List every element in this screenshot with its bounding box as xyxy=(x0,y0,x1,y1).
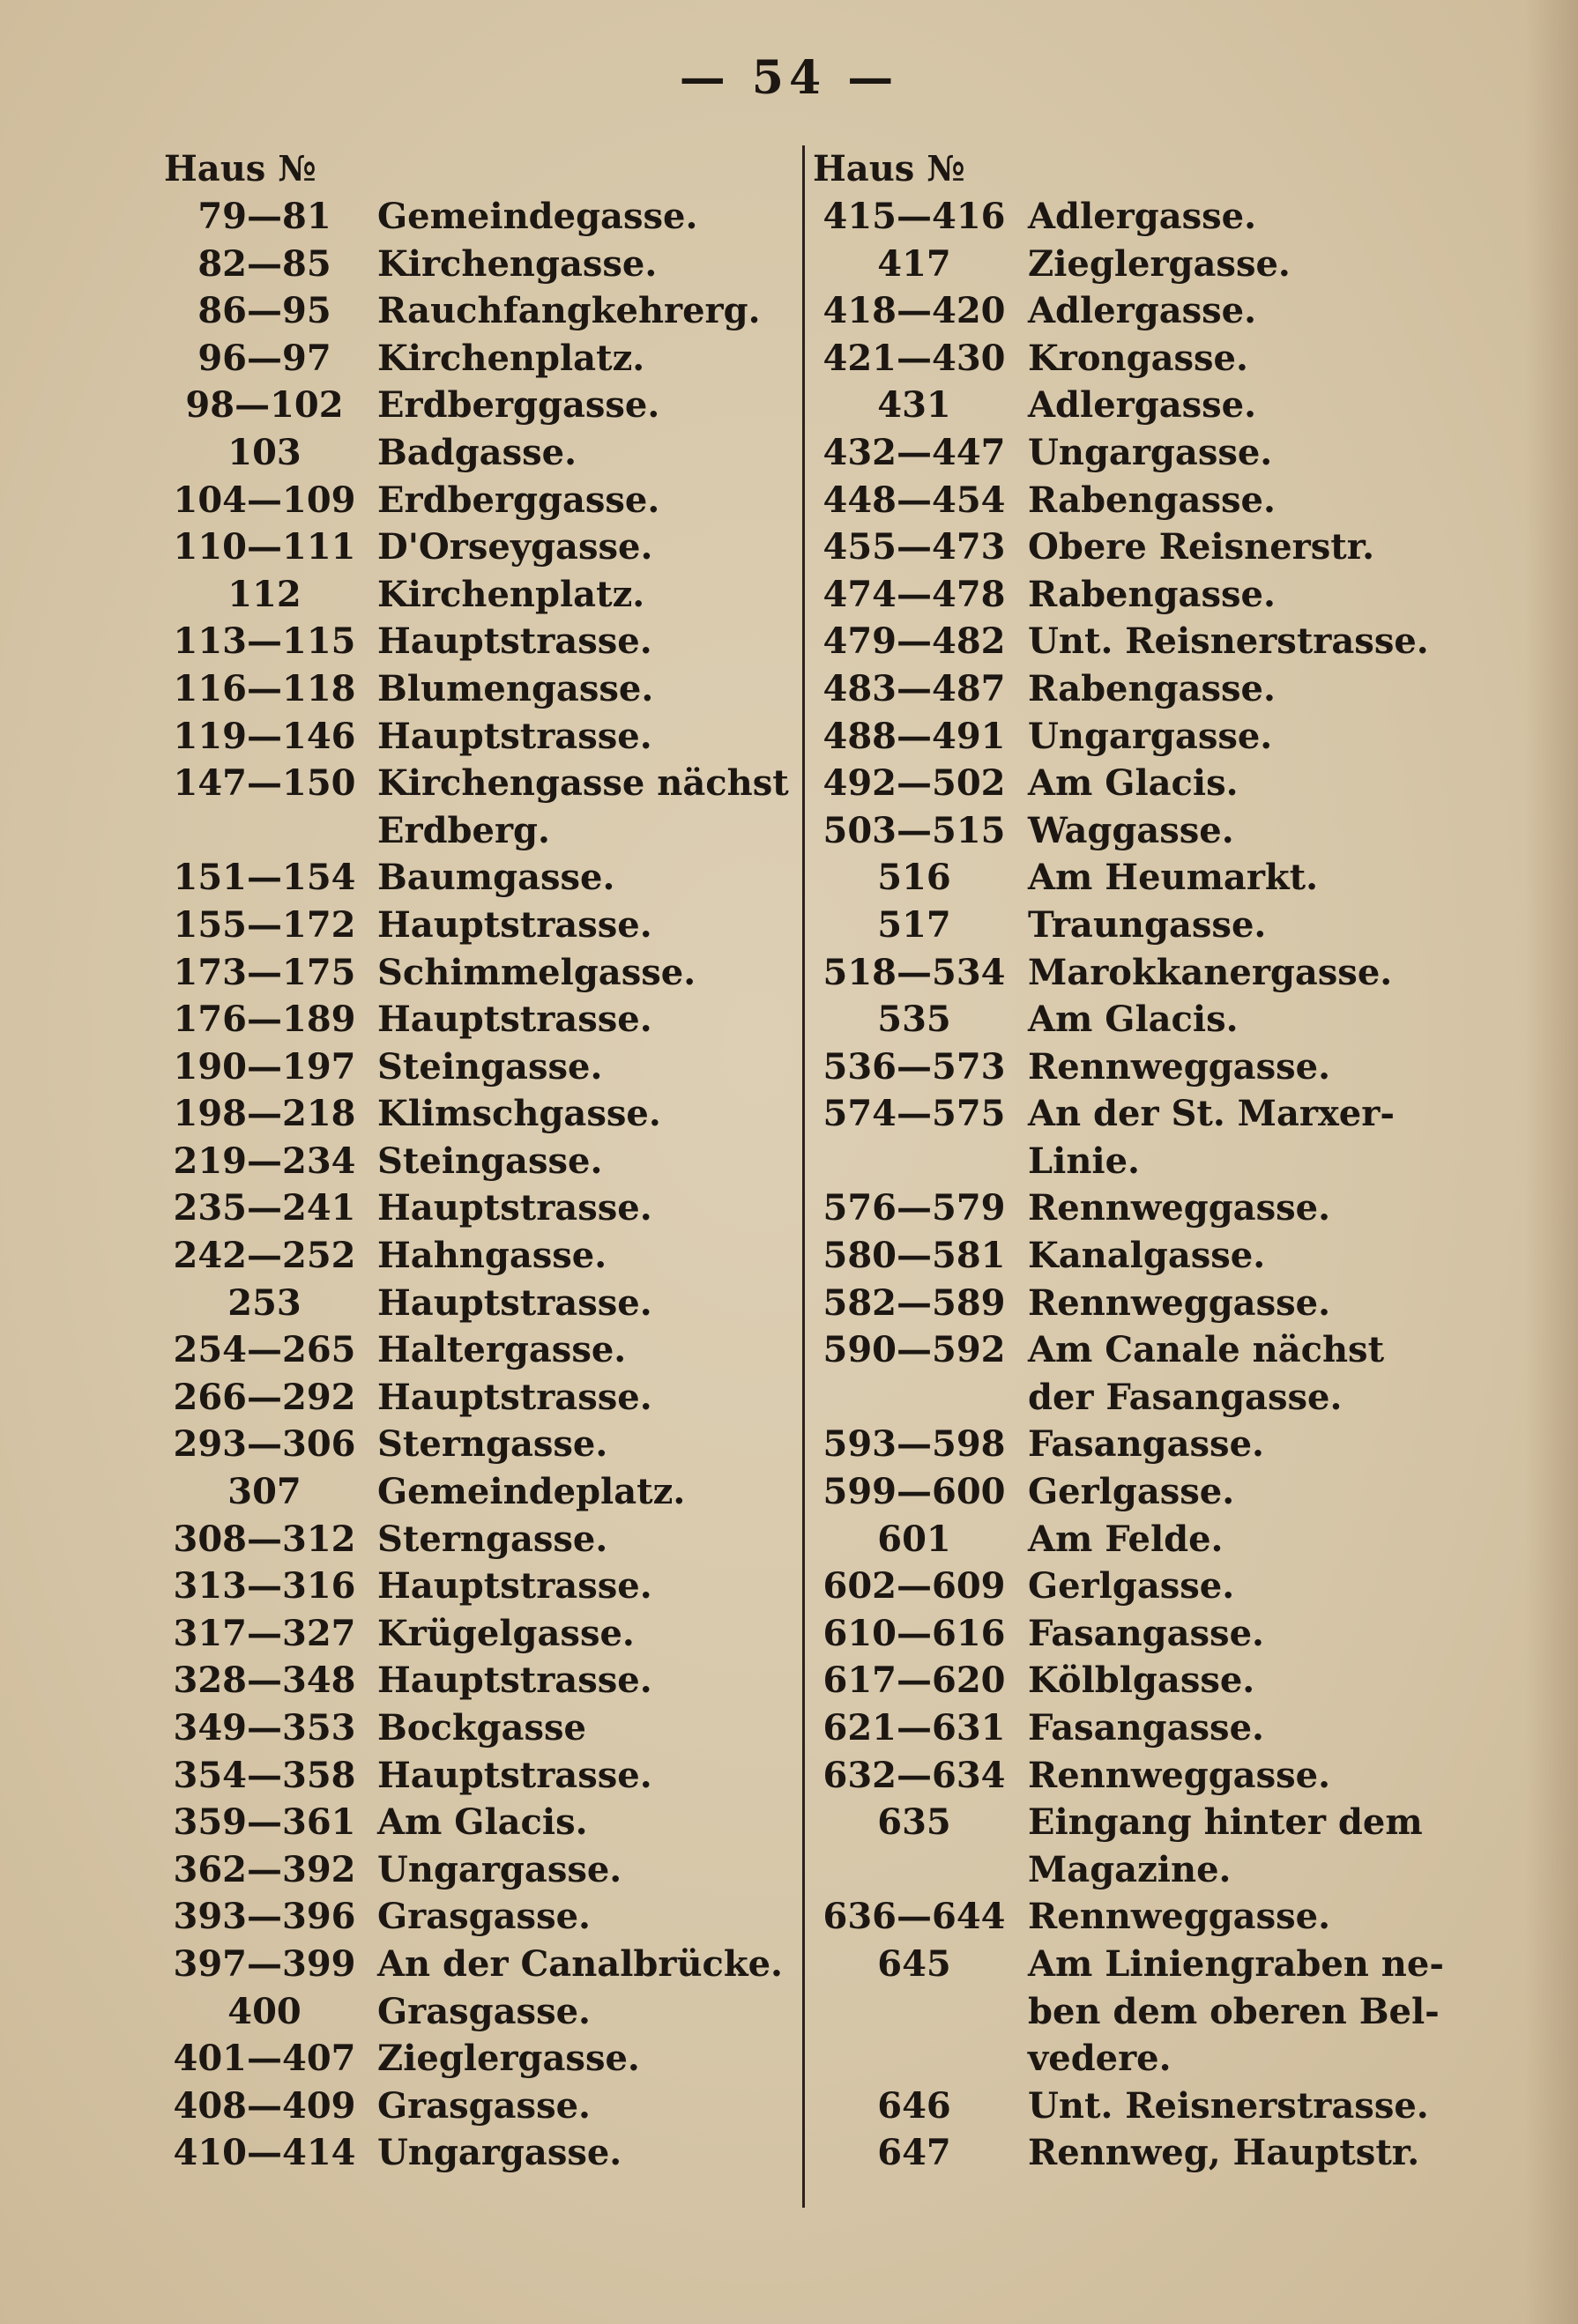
street-name: Sterngasse. xyxy=(377,1518,608,1560)
table-row xyxy=(164,382,799,429)
table-row xyxy=(164,2083,799,2130)
house-number: 219—234 xyxy=(173,1140,356,1182)
table-row xyxy=(164,571,799,619)
house-number: 479—482 xyxy=(822,620,1006,663)
table-row xyxy=(813,996,1492,1043)
right-column xyxy=(813,145,1492,2177)
street-name: Am Felde. xyxy=(1028,1518,1224,1560)
house-number: 582—589 xyxy=(822,1281,1006,1324)
table-row xyxy=(813,1846,1492,1894)
table-row xyxy=(813,1563,1492,1610)
street-name: Adlergasse. xyxy=(1028,196,1257,237)
street-name: vedere. xyxy=(1028,2038,1172,2080)
table-row xyxy=(813,241,1492,288)
house-number: 448—454 xyxy=(822,479,1006,521)
table-row xyxy=(164,523,799,571)
table-row xyxy=(164,1752,799,1800)
table-row xyxy=(813,571,1492,619)
street-name: Am Liniengraben ne- xyxy=(1028,1942,1444,1985)
street-name: Unt. Reisnerstrasse. xyxy=(1028,2084,1429,2127)
street-name: Kirchengasse. xyxy=(377,242,658,285)
street-name: Haltergasse. xyxy=(377,1329,627,1371)
house-number: 317—327 xyxy=(173,1612,356,1654)
table-row xyxy=(164,1846,799,1894)
street-name: Steingasse. xyxy=(377,1140,603,1182)
house-number: 601 xyxy=(877,1518,951,1560)
table-row xyxy=(813,1610,1492,1658)
street-name: Rabengasse. xyxy=(1028,573,1276,615)
house-number: 173—175 xyxy=(173,951,356,993)
table-row xyxy=(164,1468,799,1516)
street-name: Hauptstrasse. xyxy=(377,999,652,1041)
table-row xyxy=(164,1374,799,1422)
house-number: 593—598 xyxy=(822,1423,1006,1466)
table-row xyxy=(164,1657,799,1704)
street-name: Hauptstrasse. xyxy=(377,1187,652,1229)
house-number: 313—316 xyxy=(173,1565,356,1607)
house-number: 516 xyxy=(877,857,951,899)
house-number: 599—600 xyxy=(822,1471,1006,1513)
street-name: Magazine. xyxy=(1028,1848,1232,1890)
street-name: Krügelgasse. xyxy=(377,1612,635,1654)
street-name: Rennweggasse. xyxy=(1028,1187,1331,1229)
house-number: 176—189 xyxy=(173,999,356,1041)
house-number: 362—392 xyxy=(173,1848,356,1890)
right-column-header: Haus № xyxy=(813,148,965,189)
table-row xyxy=(813,713,1492,761)
table-row xyxy=(164,807,799,855)
house-number: 431 xyxy=(877,384,951,427)
street-name: Schimmelgasse. xyxy=(377,951,696,993)
street-name: Hauptstrasse. xyxy=(377,1565,652,1607)
table-row xyxy=(164,1610,799,1658)
street-name: Badgasse. xyxy=(377,431,577,473)
street-name: Krongasse. xyxy=(1028,337,1248,379)
house-number: 293—306 xyxy=(173,1423,356,1466)
table-row xyxy=(813,193,1492,241)
table-row xyxy=(813,1043,1492,1091)
table-row xyxy=(813,1090,1492,1138)
table-row xyxy=(164,1893,799,1941)
house-number: 307 xyxy=(227,1471,301,1513)
street-name: Rennweggasse. xyxy=(1028,1281,1331,1324)
table-row xyxy=(813,1138,1492,1185)
street-name: Hahngasse. xyxy=(377,1235,607,1277)
table-row xyxy=(813,382,1492,429)
house-number xyxy=(164,807,365,855)
house-number: 349—353 xyxy=(173,1707,356,1749)
street-name: Gerlgasse. xyxy=(1028,1471,1235,1513)
table-row xyxy=(813,1516,1492,1563)
house-number: 308—312 xyxy=(173,1518,356,1560)
house-number: 410—414 xyxy=(173,2132,356,2174)
page-edge-shadow xyxy=(1525,0,1578,2324)
house-number: 147—150 xyxy=(173,762,356,805)
street-name: Rauchfangkehrerg. xyxy=(377,290,761,332)
house-number: 610—616 xyxy=(822,1612,1006,1654)
house-number: 393—396 xyxy=(173,1896,356,1938)
table-row xyxy=(164,1043,799,1091)
table-row xyxy=(164,854,799,902)
house-number: 400 xyxy=(227,1990,301,2032)
table-row xyxy=(813,807,1492,855)
house-number: 116—118 xyxy=(173,667,356,709)
house-number: 617—620 xyxy=(822,1659,1006,1702)
table-row xyxy=(164,1090,799,1138)
house-number: 483—487 xyxy=(822,667,1006,709)
house-number: 119—146 xyxy=(173,715,356,757)
street-name: Waggasse. xyxy=(1028,809,1234,851)
table-row xyxy=(164,241,799,288)
street-name: Hauptstrasse. xyxy=(377,1376,652,1418)
table-row xyxy=(813,287,1492,335)
house-number: 536—573 xyxy=(822,1045,1006,1088)
house-number: 86—95 xyxy=(197,290,331,332)
street-name: Traungasse. xyxy=(1028,903,1267,946)
street-name: Zieglergasse. xyxy=(1028,242,1291,285)
street-name: Kirchenplatz. xyxy=(377,337,645,379)
house-number: 103 xyxy=(227,431,301,473)
street-name: Zieglergasse. xyxy=(377,2038,640,2080)
street-name: Am Glacis. xyxy=(377,1801,588,1844)
street-name: Am Canale nächst xyxy=(1028,1329,1385,1371)
house-number: 408—409 xyxy=(173,2084,356,2127)
street-name: Hauptstrasse. xyxy=(377,715,652,757)
street-name: Hauptstrasse. xyxy=(377,903,652,946)
table-row xyxy=(164,1704,799,1752)
street-name: Fasangasse. xyxy=(1028,1612,1264,1654)
table-row xyxy=(164,1184,799,1232)
table-row xyxy=(813,2083,1492,2130)
table-row xyxy=(813,1893,1492,1941)
table-row xyxy=(813,1421,1492,1468)
street-name: D'Orseygasse. xyxy=(377,526,653,568)
table-row xyxy=(813,1704,1492,1752)
house-number: 636—644 xyxy=(822,1896,1006,1938)
table-row xyxy=(813,665,1492,713)
street-name: Rabengasse. xyxy=(1028,479,1276,521)
table-row xyxy=(164,996,799,1043)
street-name: ben dem oberen Bel- xyxy=(1028,1990,1440,2032)
left-column xyxy=(164,145,799,2177)
table-row xyxy=(164,1563,799,1610)
table-row xyxy=(813,1280,1492,1327)
house-number: 432—447 xyxy=(822,431,1006,473)
table-row xyxy=(164,902,799,949)
street-name: Grasgasse. xyxy=(377,1896,591,1938)
house-number: 82—85 xyxy=(197,242,331,285)
house-number: 242—252 xyxy=(173,1235,356,1277)
table-row xyxy=(164,1799,799,1846)
house-number: 96—97 xyxy=(197,337,331,379)
street-name: Rennweggasse. xyxy=(1028,1754,1331,1796)
street-name: Rennweg, Hauptstr. xyxy=(1028,2132,1420,2174)
house-number: 574—575 xyxy=(822,1093,1006,1135)
table-row xyxy=(813,523,1492,571)
house-number: 580—581 xyxy=(822,1235,1006,1277)
house-number: 632—634 xyxy=(822,1754,1006,1796)
table-row xyxy=(813,1941,1492,1988)
street-name: Bockgasse xyxy=(377,1707,586,1749)
street-name: Hauptstrasse. xyxy=(377,620,652,663)
house-number: 328—348 xyxy=(173,1659,356,1702)
table-row xyxy=(813,1374,1492,1422)
street-name: Gemeindegasse. xyxy=(377,196,698,237)
street-name: Gemeindeplatz. xyxy=(377,1471,686,1513)
table-row xyxy=(813,335,1492,382)
house-number: 235—241 xyxy=(173,1187,356,1229)
table-row xyxy=(813,618,1492,665)
house-number: 576—579 xyxy=(822,1187,1006,1229)
table-row xyxy=(813,854,1492,902)
house-number: 397—399 xyxy=(173,1942,356,1985)
street-name: Klimschgasse. xyxy=(377,1093,661,1135)
street-name: Rabengasse. xyxy=(1028,667,1276,709)
house-number: 418—420 xyxy=(822,290,1006,332)
table-row xyxy=(164,193,799,241)
table-row xyxy=(813,2129,1492,2177)
house-number: 455—473 xyxy=(822,526,1006,568)
table-row xyxy=(813,1752,1492,1800)
house-number: 421—430 xyxy=(822,337,1006,379)
house-number: 474—478 xyxy=(822,573,1006,615)
street-name: Steingasse. xyxy=(377,1045,603,1088)
table-row xyxy=(164,429,799,477)
street-name: Kirchenplatz. xyxy=(377,573,645,615)
house-number: 79—81 xyxy=(197,196,331,237)
table-row xyxy=(164,1516,799,1563)
street-name: Fasangasse. xyxy=(1028,1707,1264,1749)
street-name: Sterngasse. xyxy=(377,1423,608,1466)
house-number: 113—115 xyxy=(173,620,356,663)
table-row xyxy=(813,1468,1492,1516)
house-number: 535 xyxy=(877,999,951,1041)
street-name: Grasgasse. xyxy=(377,2084,591,2127)
table-row xyxy=(164,1941,799,1988)
house-number: 266—292 xyxy=(173,1376,356,1418)
house-number: 645 xyxy=(877,1942,951,1985)
street-name: Am Glacis. xyxy=(1028,999,1239,1041)
street-name: Grasgasse. xyxy=(377,1990,591,2032)
street-name: Eingang hinter dem xyxy=(1028,1801,1423,1844)
table-row xyxy=(164,1326,799,1374)
table-row xyxy=(164,477,799,524)
table-row xyxy=(813,1799,1492,1846)
house-number: 415—416 xyxy=(822,196,1006,237)
house-number: 417 xyxy=(877,242,951,285)
street-name: Erdberggasse. xyxy=(377,479,660,521)
street-name: Adlergasse. xyxy=(1028,290,1257,332)
street-name: Gerlgasse. xyxy=(1028,1565,1235,1607)
house-number: 190—197 xyxy=(173,1045,356,1088)
street-name: Adlergasse. xyxy=(1028,384,1257,427)
house-number xyxy=(813,1374,1016,1422)
house-number: 635 xyxy=(877,1801,951,1844)
house-number: 488—491 xyxy=(822,715,1006,757)
house-number: 98—102 xyxy=(185,384,344,427)
house-number: 198—218 xyxy=(173,1093,356,1135)
house-number: 254—265 xyxy=(173,1329,356,1371)
house-number: 590—592 xyxy=(822,1329,1006,1371)
street-name: Unt. Reisnerstrasse. xyxy=(1028,620,1429,663)
table-row xyxy=(813,2035,1492,2083)
table-row xyxy=(164,2129,799,2177)
street-name: Ungargasse. xyxy=(1028,431,1273,473)
street-name: Baumgasse. xyxy=(377,857,615,899)
street-name: Rennweggasse. xyxy=(1028,1896,1331,1938)
house-number: 359—361 xyxy=(173,1801,356,1844)
column-divider xyxy=(802,145,805,2208)
house-number: 112 xyxy=(227,573,301,615)
house-number: 503—515 xyxy=(822,809,1006,851)
street-name: Linie. xyxy=(1028,1140,1140,1182)
street-name: Marokkanergasse. xyxy=(1028,951,1393,993)
street-name: der Fasangasse. xyxy=(1028,1376,1343,1418)
table-row xyxy=(164,1988,799,2036)
house-number: 151—154 xyxy=(173,857,356,899)
street-name: Ungargasse. xyxy=(1028,715,1273,757)
house-number: 602—609 xyxy=(822,1565,1006,1607)
table-row xyxy=(813,1184,1492,1232)
house-number xyxy=(813,1846,1016,1894)
table-row xyxy=(164,618,799,665)
table-row xyxy=(813,477,1492,524)
house-number: 517 xyxy=(877,903,951,946)
street-name: An der St. Marxer- xyxy=(1028,1093,1395,1135)
street-name: Am Glacis. xyxy=(1028,762,1239,805)
table-row xyxy=(164,949,799,997)
left-column-header: Haus № xyxy=(164,148,316,189)
house-number: 354—358 xyxy=(173,1754,356,1796)
table-row xyxy=(164,2035,799,2083)
street-name: Erdberg. xyxy=(377,809,550,851)
house-number: 401—407 xyxy=(173,2038,356,2080)
house-number: 155—172 xyxy=(173,903,356,946)
house-number: 104—109 xyxy=(173,479,356,521)
street-name: Ungargasse. xyxy=(377,1848,622,1890)
street-name: Hauptstrasse. xyxy=(377,1659,652,1702)
street-name: Erdberggasse. xyxy=(377,384,660,427)
street-name: Kölblgasse. xyxy=(1028,1659,1255,1702)
street-name: Hauptstrasse. xyxy=(377,1281,652,1324)
table-row xyxy=(813,760,1492,807)
page-number: — 54 — xyxy=(679,51,899,105)
street-name: Kanalgasse. xyxy=(1028,1235,1266,1277)
house-number xyxy=(813,2035,1016,2083)
street-name: Kirchengasse nächst xyxy=(377,762,789,805)
house-number: 492—502 xyxy=(822,762,1006,805)
street-name: Am Heumarkt. xyxy=(1028,857,1319,899)
table-row xyxy=(813,1988,1492,2036)
house-number: 647 xyxy=(877,2132,951,2174)
street-name: An der Canalbrücke. xyxy=(377,1942,783,1985)
house-number: 253 xyxy=(227,1281,301,1324)
street-name: Fasangasse. xyxy=(1028,1423,1264,1466)
house-number xyxy=(813,1988,1016,2036)
table-row xyxy=(164,335,799,382)
street-name: Rennweggasse. xyxy=(1028,1045,1331,1088)
house-number: 646 xyxy=(877,2084,951,2127)
table-row xyxy=(164,1280,799,1327)
table-row xyxy=(813,429,1492,477)
street-name: Obere Reisnerstr. xyxy=(1028,526,1375,568)
street-name: Blumengasse. xyxy=(377,667,654,709)
house-number: 110—111 xyxy=(173,526,356,568)
street-name: Ungargasse. xyxy=(377,2132,622,2174)
house-number: 621—631 xyxy=(822,1707,1006,1749)
left-column-rows xyxy=(164,193,799,2177)
table-row xyxy=(813,1657,1492,1704)
table-row xyxy=(813,1232,1492,1280)
table-row xyxy=(164,760,799,807)
street-name: Hauptstrasse. xyxy=(377,1754,652,1796)
table-row xyxy=(813,902,1492,949)
table-row xyxy=(164,713,799,761)
house-number xyxy=(813,1138,1016,1185)
table-row xyxy=(164,665,799,713)
house-number: 518—534 xyxy=(822,951,1006,993)
table-row xyxy=(813,1326,1492,1374)
right-column-rows xyxy=(813,193,1492,2177)
table-row xyxy=(813,949,1492,997)
table-row xyxy=(164,1138,799,1185)
table-row xyxy=(164,287,799,335)
table-row xyxy=(164,1421,799,1468)
table-row xyxy=(164,1232,799,1280)
